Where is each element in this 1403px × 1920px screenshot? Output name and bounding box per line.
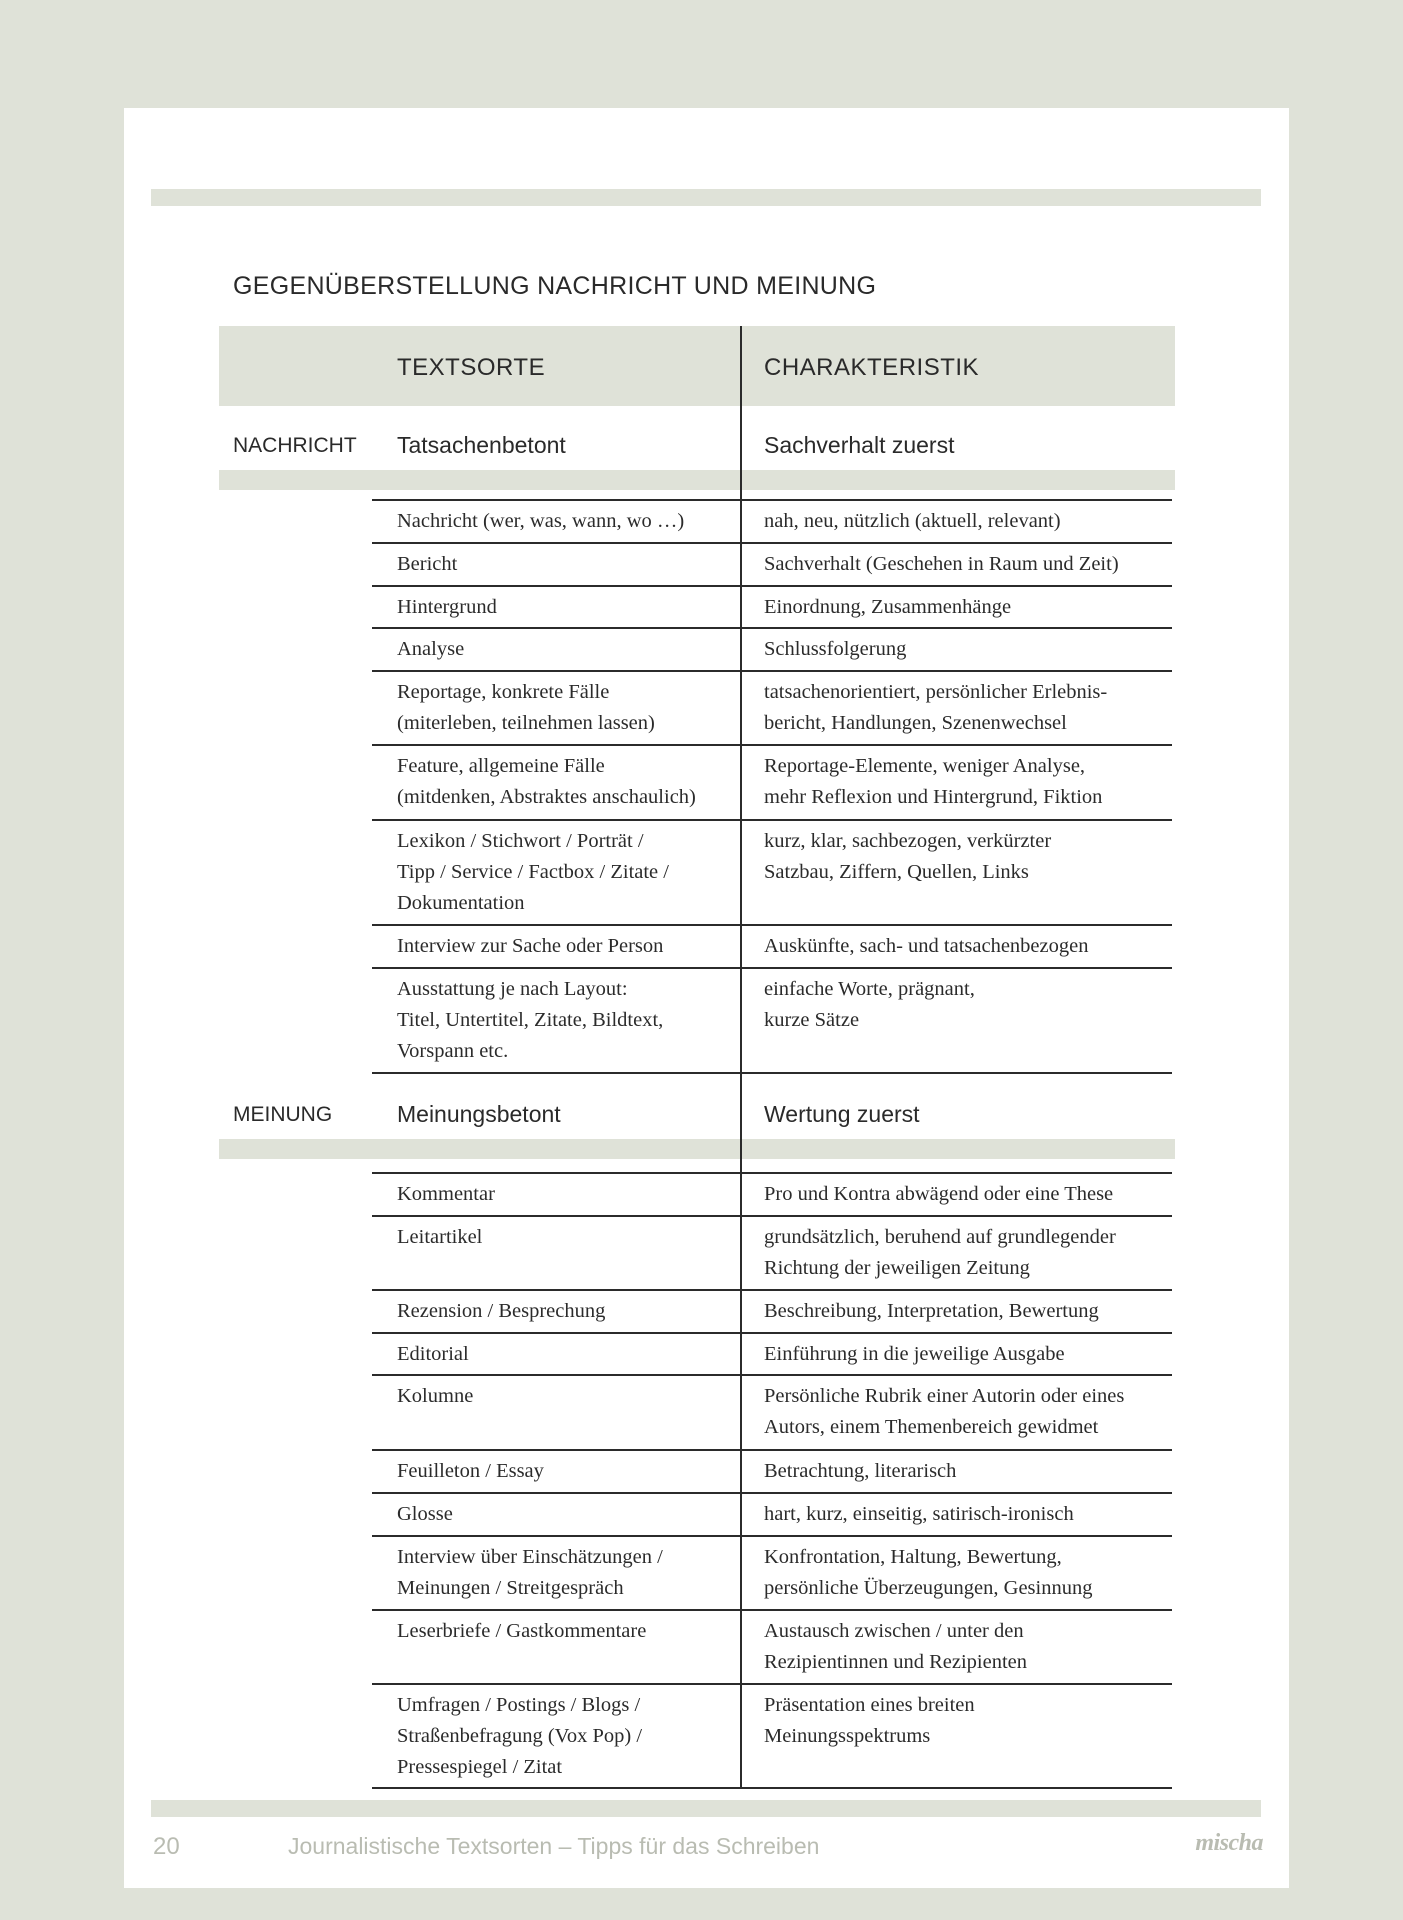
column-divider: [740, 326, 742, 1788]
table-bottom-rule: [372, 1787, 1172, 1789]
cell-charakteristik: Persönliche Rubrik einer Autorin oder eines Autors, einem Themenbereich gewidmet: [764, 1385, 1125, 1438]
footer-title: Journalistische Textsorten – Tipps für das Schreiben: [288, 1833, 820, 1859]
cell-textsorte: Reportage, konkrete Fälle (miterleben, teilnehmen lassen): [397, 681, 655, 734]
cell-charakteristik: nah, neu, nützlich (aktuell, relevant): [764, 510, 1061, 532]
cell-textsorte: Umfragen / Postings / Blogs / Straßenbefragung (Vox Pop) / Pressespiegel / Zitat: [397, 1694, 643, 1778]
cell-textsorte: Feuilleton / Essay: [397, 1460, 544, 1482]
section-type-nachricht: Tatsachenbetont: [397, 432, 566, 458]
cell-textsorte: Analyse: [397, 638, 465, 660]
section-band: [219, 1139, 1175, 1159]
table-row: [372, 1215, 1172, 1291]
table-row: [372, 627, 1172, 672]
table-row: [372, 1492, 1172, 1537]
cell-textsorte: Nachricht (wer, was, wann, wo …): [397, 510, 685, 532]
table-header-band: [219, 326, 1175, 406]
cell-charakteristik: Präsentation eines breiten Meinungsspektrums: [764, 1694, 975, 1747]
cell-charakteristik: Einführung in die jeweilige Ausgabe: [764, 1343, 1065, 1365]
section-type-meinung: Meinungsbetont: [397, 1101, 561, 1127]
section-characteristic-nachricht: Sachverhalt zuerst: [764, 432, 955, 458]
cell-textsorte: Hintergrund: [397, 596, 497, 618]
section-characteristic-meinung: Wertung zuerst: [764, 1101, 920, 1127]
table-row: [372, 585, 1172, 629]
page-title: GEGENÜBERSTELLUNG NACHRICHT UND MEINUNG: [233, 272, 877, 300]
cell-textsorte: Lexikon / Stichwort / Porträt / Tipp / Service / Factbox / Zitate / Dokumentation: [397, 830, 669, 914]
header-textsorte: TEXTSORTE: [397, 354, 546, 381]
cell-charakteristik: Konfrontation, Haltung, Bewertung, persönliche Überzeugungen, Gesinnung: [764, 1546, 1093, 1599]
cell-textsorte: Kolumne: [397, 1385, 474, 1407]
table-row: [372, 499, 1172, 544]
cell-textsorte: Kommentar: [397, 1183, 495, 1205]
table-row: [372, 1172, 1172, 1217]
publisher-logo: mischa: [1195, 1830, 1263, 1856]
cell-charakteristik: Betrachtung, literarisch: [764, 1460, 957, 1482]
cell-textsorte: Editorial: [397, 1343, 469, 1365]
cell-textsorte: Bericht: [397, 553, 458, 575]
cell-charakteristik: Beschreibung, Interpretation, Bewertung: [764, 1300, 1099, 1322]
table-row: [372, 1449, 1172, 1494]
cell-textsorte: Ausstattung je nach Layout: Titel, Untertitel, Zitate, Bildtext, Vorspann etc.: [397, 978, 664, 1062]
bottom-rule: [151, 1800, 1261, 1817]
cell-charakteristik: Sachverhalt (Geschehen in Raum und Zeit): [764, 553, 1119, 575]
cell-charakteristik: Pro und Kontra abwägend oder eine These: [764, 1183, 1114, 1205]
cell-charakteristik: Auskünfte, sach- und tatsachenbezogen: [764, 935, 1089, 957]
header-charakteristik: CHARAKTERISTIK: [764, 354, 980, 381]
cell-textsorte: Leitartikel: [397, 1226, 483, 1248]
table-row: [372, 819, 1172, 926]
cell-textsorte: Glosse: [397, 1503, 453, 1525]
section-label-nachricht: NACHRICHT: [233, 434, 357, 457]
table-row: [372, 1535, 1172, 1611]
cell-textsorte: Leserbriefe / Gastkommentare: [397, 1620, 647, 1642]
cell-textsorte: Feature, allgemeine Fälle (mitdenken, Abstraktes anschaulich): [397, 755, 696, 808]
top-rule: [151, 189, 1261, 206]
cell-charakteristik: kurz, klar, sachbezogen, verkürzter Satzbau, Ziffern, Quellen, Links: [764, 830, 1052, 883]
table-row: [372, 1683, 1172, 1789]
cell-charakteristik: hart, kurz, einseitig, satirisch-ironisch: [764, 1503, 1074, 1525]
cell-charakteristik: Austausch zwischen / unter den Rezipientinnen und Rezipienten: [764, 1620, 1028, 1673]
cell-charakteristik: grundsätzlich, beruhend auf grundlegender Richtung der jeweiligen Zeitung: [764, 1226, 1116, 1279]
cell-charakteristik: einfache Worte, prägnant, kurze Sätze: [764, 978, 975, 1031]
table-row: [372, 670, 1172, 746]
cell-charakteristik: Schlussfolgerung: [764, 638, 907, 660]
cell-textsorte: Interview zur Sache oder Person: [397, 935, 664, 957]
table-row: [372, 924, 1172, 969]
cell-charakteristik: Einordnung, Zusammenhänge: [764, 596, 1012, 618]
table-row: [372, 542, 1172, 587]
document-page: [124, 108, 1289, 1888]
table-row: [372, 1374, 1172, 1451]
cell-textsorte: Interview über Einschätzungen / Meinungen / Streitgespräch: [397, 1546, 663, 1599]
table-row: [372, 1609, 1172, 1685]
page-number: 20: [153, 1833, 180, 1860]
cell-textsorte: Rezension / Besprechung: [397, 1300, 606, 1322]
section-divider: [372, 1072, 1172, 1074]
table-row: [372, 1332, 1172, 1376]
table-row: [372, 967, 1172, 1074]
table-row: [372, 1289, 1172, 1334]
table-row: [372, 744, 1172, 821]
cell-charakteristik: Reportage-Elemente, weniger Analyse, mehr Reflexion und Hintergrund, Fiktion: [764, 755, 1103, 808]
cell-charakteristik: tatsachenorientiert, persönlicher Erlebnis- bericht, Handlungen, Szenenwechsel: [764, 681, 1108, 734]
section-label-meinung: MEINUNG: [233, 1103, 333, 1126]
section-band: [219, 470, 1175, 490]
